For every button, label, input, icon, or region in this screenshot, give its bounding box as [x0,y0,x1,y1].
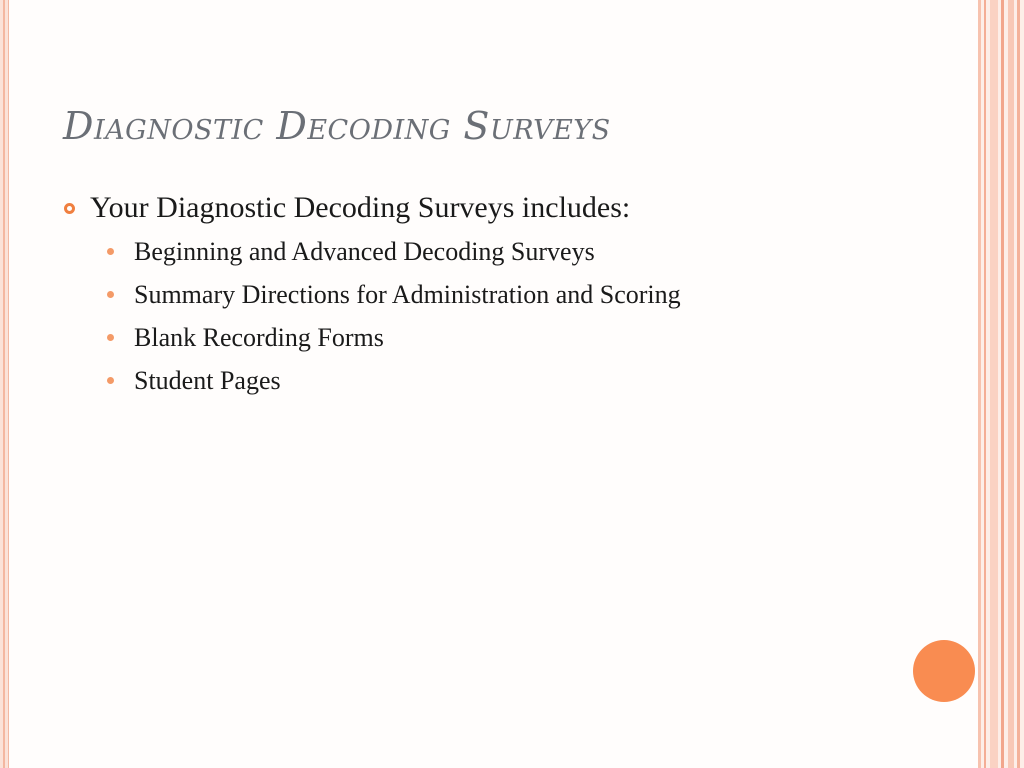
sub-bullet-item [107,316,944,359]
sub-bullet-item [107,230,944,273]
decorative-orange-circle [913,640,975,702]
main-bullet-text: Your Diagnostic Decoding Surveys includes: [90,191,631,224]
dot-bullet-icon [107,334,114,341]
right-stripe-5 [1008,0,1014,768]
main-bullet [64,186,944,230]
sub-bullet-item [107,359,944,402]
slide-content [64,186,944,402]
sub-bullet-text: Student Pages [134,365,281,395]
right-stripe-2 [984,0,986,768]
dot-bullet-icon [107,377,114,384]
left-border-line [3,0,5,768]
sub-bullet-text: Blank Recording Forms [134,322,384,352]
ring-bullet-icon [64,203,75,214]
right-stripe-6 [1017,0,1020,768]
dot-bullet-icon [107,248,114,255]
sub-bullet-text: Beginning and Advanced Decoding Surveys [134,236,595,266]
slide-title: Diagnostic Decoding Surveys [63,104,611,148]
right-stripe-1 [978,0,981,768]
dot-bullet-icon [107,291,114,298]
sub-bullet-text: Summary Directions for Administration and Scoring [134,279,681,309]
right-stripe-4 [1001,0,1004,768]
left-border-stripe [0,0,9,768]
sub-bullet-item [107,273,944,316]
sub-bullet-list [107,230,944,402]
right-stripe-3 [990,0,998,768]
